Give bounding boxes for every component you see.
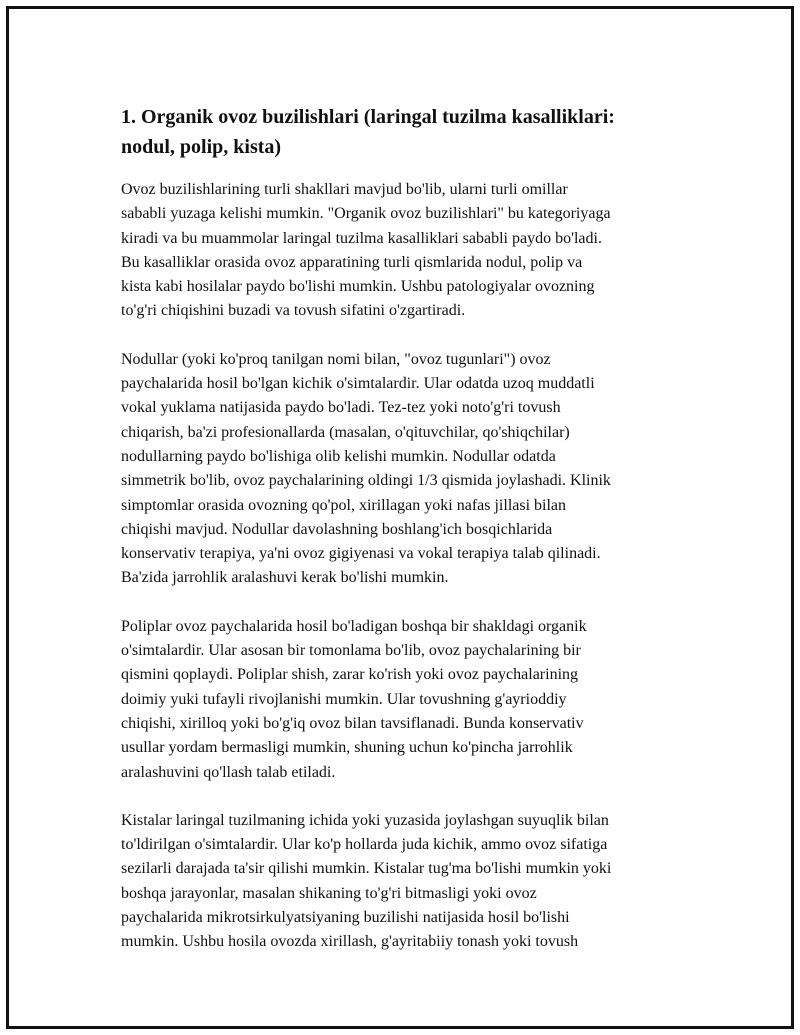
section-heading — [121, 102, 691, 162]
text-line: usullar yordam bermasligi mumkin, shuning uchun ko'pincha jarrohlik — [121, 739, 573, 757]
document-page — [6, 6, 794, 1029]
text-line: simmetrik bo'lib, ovoz paychalarining oldingi 1/3 qismida joylashadi. Klinik — [121, 472, 611, 490]
text-line: Nodullar (yoki ko'proq tanilgan nomi bilan, "ovoz tugunlari") ovoz — [121, 350, 551, 368]
text-line: Poliplar ovoz paychalarida hosil bo'ladigan boshqa bir shakldagi organik — [121, 617, 587, 635]
text-line: paychalarida mikrotsirkulyatsiyaning buzilishi natijasida hosil bo'lishi — [121, 909, 570, 927]
text-line: Kistalar laringal tuzilmaning ichida yoki yuzasida joylashgan suyuqlik bilan — [121, 811, 609, 829]
text-line: qismini qoplaydi. Poliplar shish, zarar ko'rish yoki ovoz paychalarining — [121, 666, 579, 684]
text-line: aralashuvini qo'llash talab etiladi. — [121, 763, 336, 781]
text-line: Ovoz buzilishlarining turli shakllari mavjud bo'lib, ularni turli omillar — [121, 181, 568, 198]
text-line: kiradi va bu muammolar laringal tuzilma kasalliklari sababli paydo bo'ladi. — [121, 229, 602, 247]
paragraph-intro — [121, 178, 691, 324]
text-line: vokal yuklama natijasida paydo bo'ladi. Tez-tez yoki noto'g'ri tovush — [121, 399, 561, 417]
text-line: boshqa jarayonlar, masalan shikaning to'g'ri bitmasligi yoki ovoz — [121, 884, 537, 902]
heading-line: nodul, polip, kista) — [121, 136, 282, 158]
text-line: Bu kasalliklar orasida ovoz apparatining turli qismlarida nodul, polip va — [121, 253, 583, 271]
text-line: mumkin. Ushbu hosila ovozda xirillash, g'ayritabiiy tonash yoki tovush — [121, 933, 579, 951]
text-line: to'g'ri chiqishini buzadi va tovush sifatini o'zgartiradi. — [121, 302, 466, 320]
text-line: konservativ terapiya, ya'ni ovoz gigiyenasi va vokal terapiya talab qilinadi. — [121, 545, 601, 563]
text-line: o'simtalardir. Ular asosan bir tomonlama bo'lib, ovoz paychalarining bir — [121, 642, 581, 660]
paragraph-polyps — [121, 615, 691, 785]
text-line: simptomlar orasida ovozning qo'pol, xirillagan yoki nafas jillasi bilan — [121, 496, 567, 514]
text-line: kista kabi hosilalar paydo bo'lishi mumkin. Ushbu patologiyalar ovozning — [121, 278, 595, 296]
text-line: nodullarning paydo bo'lishiga olib kelishi mumkin. Nodullar odatda — [121, 447, 556, 465]
paragraph-cysts — [121, 809, 691, 955]
text-line: sababli yuzaga kelishi mumkin. "Organik ovoz buzilishlari" bu kategoriyaga — [121, 205, 611, 223]
text-line: sezilarli darajada ta'sir qilishi mumkin. Kistalar tug'ma bo'lishi mumkin yoki — [121, 860, 612, 878]
text-line: chiqarish, ba'zi profesionallarda (masalan, o'qituvchilar, qo'shiqchilar) — [121, 423, 570, 441]
heading-line: 1. Organik ovoz buzilishlari (laringal tuzilma kasalliklari: — [121, 106, 615, 128]
document-body — [121, 102, 691, 955]
text-line: chiqishi mavjud. Nodullar davolashning boshlang'ich bosqichlarida — [121, 520, 553, 538]
text-line: paychalarida hosil bo'lgan kichik o'simtalardir. Ular odatda uzoq muddatli — [121, 375, 595, 393]
text-line: chiqishi, xirilloq yoki bo'g'iq ovoz bilan tavsiflanadi. Bunda konservativ — [121, 714, 584, 732]
text-line: Ba'zida jarrohlik aralashuvi kerak bo'lishi mumkin. — [121, 569, 449, 587]
text-line: to'ldirilgan o'simtalardir. Ular ko'p hollarda juda kichik, ammo ovoz sifatiga — [121, 836, 608, 854]
text-line: doimiy yuki tufayli rivojlanishi mumkin. Ular tovushning g'ayrioddiy — [121, 690, 567, 708]
paragraph-nodules — [121, 348, 691, 591]
